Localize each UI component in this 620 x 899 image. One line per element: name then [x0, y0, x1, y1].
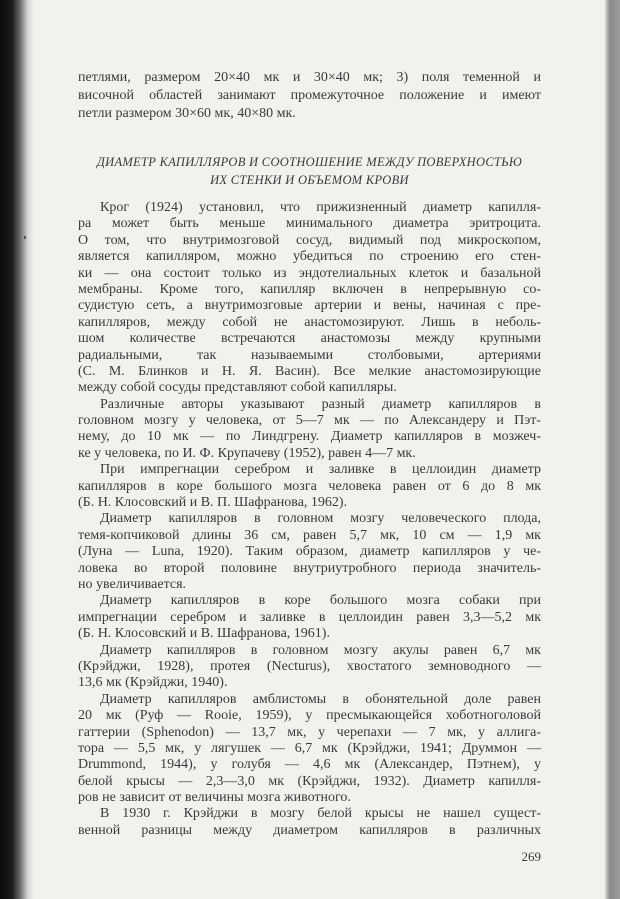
text-line: тора — 5,5 мк, у лягушек — 6,7 мк (Крэйджи, 1941; Друммон — [78, 740, 541, 756]
section-heading [78, 153, 541, 189]
text-line: радиальными, так называемыми столбовыми, артериями [78, 347, 541, 363]
text-line: 20 мк (Руф — Rooie, 1959), у пресмыкающейся хоботноголовой [78, 708, 541, 724]
text-line: Диаметр капилляров в коре большого мозга собаки при [100, 593, 541, 609]
text-line: При импрегнации серебром и заливке в целлоидин диаметр [100, 462, 541, 478]
text-line: ра может быть меньше минимального диаметра эритроцита. [78, 216, 541, 232]
text-line: височной областей занимают промежуточное положение и имеют [78, 88, 541, 103]
text-line: ловека во второй половине внутриутробного периода значитель- [78, 560, 541, 576]
text-line: Различные авторы указывают разный диаметр капилляров в [100, 396, 541, 412]
text-line: капилляров в коре большого мозга человека равен от 6 до 8 мк [78, 478, 541, 494]
text-line: белой крысы — 2,3—3,0 мк (Крэйджи, 1932). Диаметр капилля- [78, 773, 541, 789]
scan-speck [24, 236, 26, 239]
text-line: шом количестве встречаются анастомозы между крупными [78, 331, 541, 347]
text-line: В 1930 г. Крэйджи в мозгу белой крысы не нашел сущест- [100, 806, 541, 822]
text-line: головном мозгу у человека, от 5—7 мк — по Александеру и Пэт- [78, 413, 541, 429]
text-line: капилляров, между собой не анастомозируют. Лишь в неболь- [78, 314, 541, 330]
text-line: Drummond, 1944), у голубя — 4,6 мк (Александер, Пэтнем), у [78, 757, 541, 773]
text-line: Диаметр капилляров в головном мозгу человеческого плода, [100, 511, 541, 527]
text-line: между собой сосуды представляют собой капилляры. [78, 380, 397, 396]
text-line: петли размером 30×60 мк, 40×80 мк. [78, 106, 296, 121]
text-line: но увеличивается. [78, 576, 187, 592]
text-line: Диаметр капилляров амблистомы в обонятельной доле равен [100, 691, 541, 707]
text-line: петлями, размером 20×40 мк и 30×40 мк; 3) поля теменной и [78, 70, 541, 85]
heading-line: ДИАМЕТР КАПИЛЛЯРОВ И СООТНОШЕНИЕ МЕЖДУ ПОВЕРХНОСТЬЮ [96, 155, 523, 169]
text-line: гаттерии (Sphenodon) — 13,7 мк, у черепахи — 7 мк, у аллига- [78, 724, 541, 740]
text-line: венной разницы между диаметром капилляров в различных [78, 822, 541, 838]
text-line: нему, до 10 мк — по Линдгрену. Диаметр капилляров в мозжеч- [78, 429, 541, 445]
text-line: О том, что внутримозговой сосуд, видимый под микроскопом, [78, 232, 541, 248]
text-line: импрегнации серебром и заливке в целлоидин равен 3,3—5,2 мк [78, 609, 541, 625]
text-line: Диаметр капилляров в головном мозгу акулы равен 6,7 мк [100, 642, 541, 658]
text-line: темя-копчиковой длины 36 см, равен 5,7 мк, 10 см — 1,9 мк [78, 527, 541, 543]
text-line: мембраны. Кроме того, капилляр включен в непрерывную со- [78, 281, 541, 297]
text-line: ки — она состоит только из эндотелиальных клеток и базальной [78, 265, 541, 281]
text-line: Крог (1924) установил, что прижизненный диаметр капилля- [100, 200, 541, 215]
text-line: 13,6 мк (Крэйджи, 1940). [78, 675, 228, 691]
text-line: ке у человека, по И. Ф. Крупачеву (1952), равен 4—7 мк. [78, 445, 416, 461]
book-spine-shadow [0, 0, 34, 899]
text-line: (Луна — Luna, 1920). Таким образом, диаметр капилляров у че- [78, 544, 541, 560]
body-text [78, 200, 541, 839]
text-line: (Б. Н. Клосовский и В. Шафранова, 1961). [78, 626, 330, 642]
page-edge [604, 0, 620, 899]
text-line: ров не зависит от величины мозга животного. [78, 790, 351, 806]
text-line: является капилляром, можно убедиться по строению его стен- [78, 249, 541, 265]
text-line: судистую сеть, а внутримозговые артерии и вены, начиная с пре- [78, 298, 541, 314]
text-line: (Б. Н. Клосовский и В. П. Шафранова, 1962). [78, 495, 348, 511]
text-line: (Крэйджи, 1928), протея (Necturus), хвостатого земноводного — [78, 658, 541, 674]
top-paragraph [78, 69, 541, 123]
heading-line: ИХ СТЕНКИ И ОБЪЕМОМ КРОВИ [210, 173, 409, 187]
page-number: 269 [521, 849, 541, 864]
text-line: (С. М. Блинков и Н. Я. Васин). Все мелкие анастомозирующие [78, 363, 541, 379]
